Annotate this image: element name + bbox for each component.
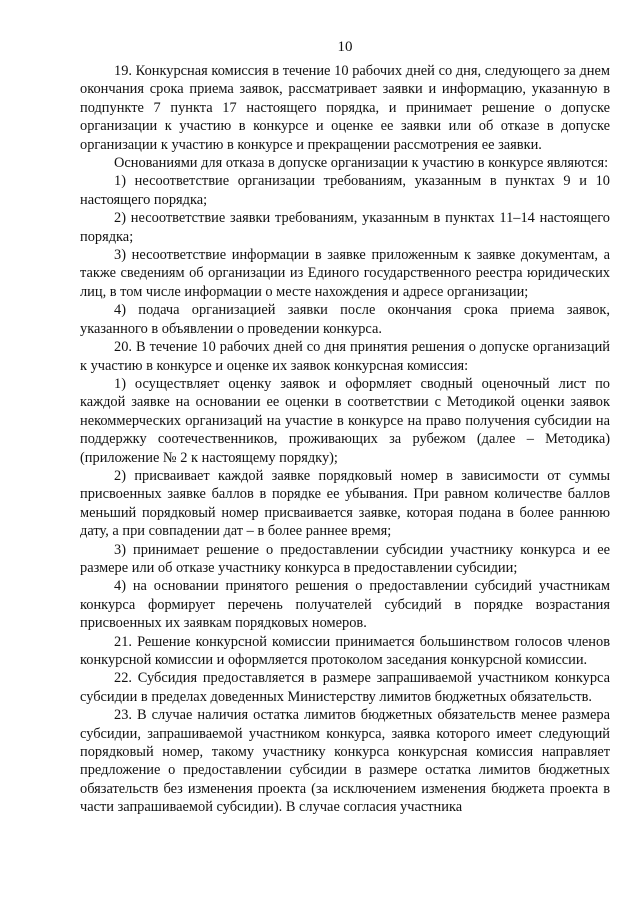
list-item-ground-1: 1) несоответствие организации требованиям, указанным в пунктах 9 и 10 настоящего порядка; <box>80 173 610 208</box>
list-item-ground-2: 2) несоответствие заявки требованиям, указанным в пунктах 11–14 настоящего порядка; <box>80 210 610 245</box>
paragraph-grounds-intro: Основаниями для отказа в допуске организации к участию в конкурсе являются: <box>114 155 609 172</box>
paragraph-23: 23. В случае наличия остатка лимитов бюджетных обязательств менее размера субсидии, запрашиваемой участником конкурса, заявка которого имеет следующий порядковый номер, такому участнику конкурса конкурсная комиссия направляет предложение о предоставлении субсидии в размере остатка лимитов бюджетных обязательств без изменения проекта (за исключением изменения бюджета проекта в части запрашиваемой субсидии). В случае согласия участника <box>80 707 610 816</box>
list-item-commission-4: 4) на основании принятого решения о предоставлении субсидий участникам конкурса формирует перечень получателей субсидий в порядке возрастания присвоенных их заявкам порядковых номеров. <box>80 578 610 632</box>
paragraph-19: 19. Конкурсная комиссия в течение 10 рабочих дней со дня, следующего за днем окончания срока приема заявок, рассматривает заявки и информацию, указанную в подпункте 7 пункта 17 настоящего порядка, и принимает решение о допуске организации к участию в конкурсе и оценке ее заявки или об отказе в допуске организации к участию в конкурсе и прекращении рассмотрения ее заявки. <box>80 63 610 153</box>
list-item-ground-4: 4) подача организацией заявки после окончания срока приема заявок, указанного в объявлении о проведении конкурса. <box>80 302 610 337</box>
paragraph-20: 20. В течение 10 рабочих дней со дня принятия решения о допуске организаций к участию в конкурсе и оценке их заявок конкурсная комиссия: <box>80 339 610 374</box>
page-number: 10 <box>337 39 353 55</box>
list-item-commission-1: 1) осуществляет оценку заявок и оформляет сводный оценочный лист по каждой заявке на основании ее оценки в соответствии с Методикой оценки заявок некоммерческих организаций на участие в конкурсе на право получения субсидии на поддержку соотечественников, проживающих за рубежом (далее – Методика) (приложение № 2 к настоящему порядку); <box>80 375 610 466</box>
list-item-commission-2: 2) присваивает каждой заявке порядковый номер в зависимости от суммы присвоенных заявке баллов в порядке ее убывания. При равном количестве баллов меньший порядковый номер присваивается заявке, которая подана в более раннюю дату, а при совпадении дат – в более раннее время; <box>80 467 610 540</box>
paragraph-22: 22. Субсидия предоставляется в размере запрашиваемой участником конкурса субсидии в пределах доведенных Министерству лимитов бюджетных обязательств. <box>80 670 610 705</box>
list-item-ground-3: 3) несоответствие информации в заявке приложенным к заявке документам, а также сведениям об организации из Единого государственного реестра юридических лиц, в том числе информации о месте нахождения и адресе организации; <box>80 247 610 300</box>
list-item-commission-3: 3) принимает решение о предоставлении субсидии участнику конкурса и ее размере или об отказе участнику конкурса в предоставлении субсидии; <box>80 541 610 576</box>
paragraph-21: 21. Решение конкурсной комиссии принимается большинством голосов членов конкурсной комиссии и оформляется протоколом заседания конкурсной комиссии. <box>80 633 610 668</box>
